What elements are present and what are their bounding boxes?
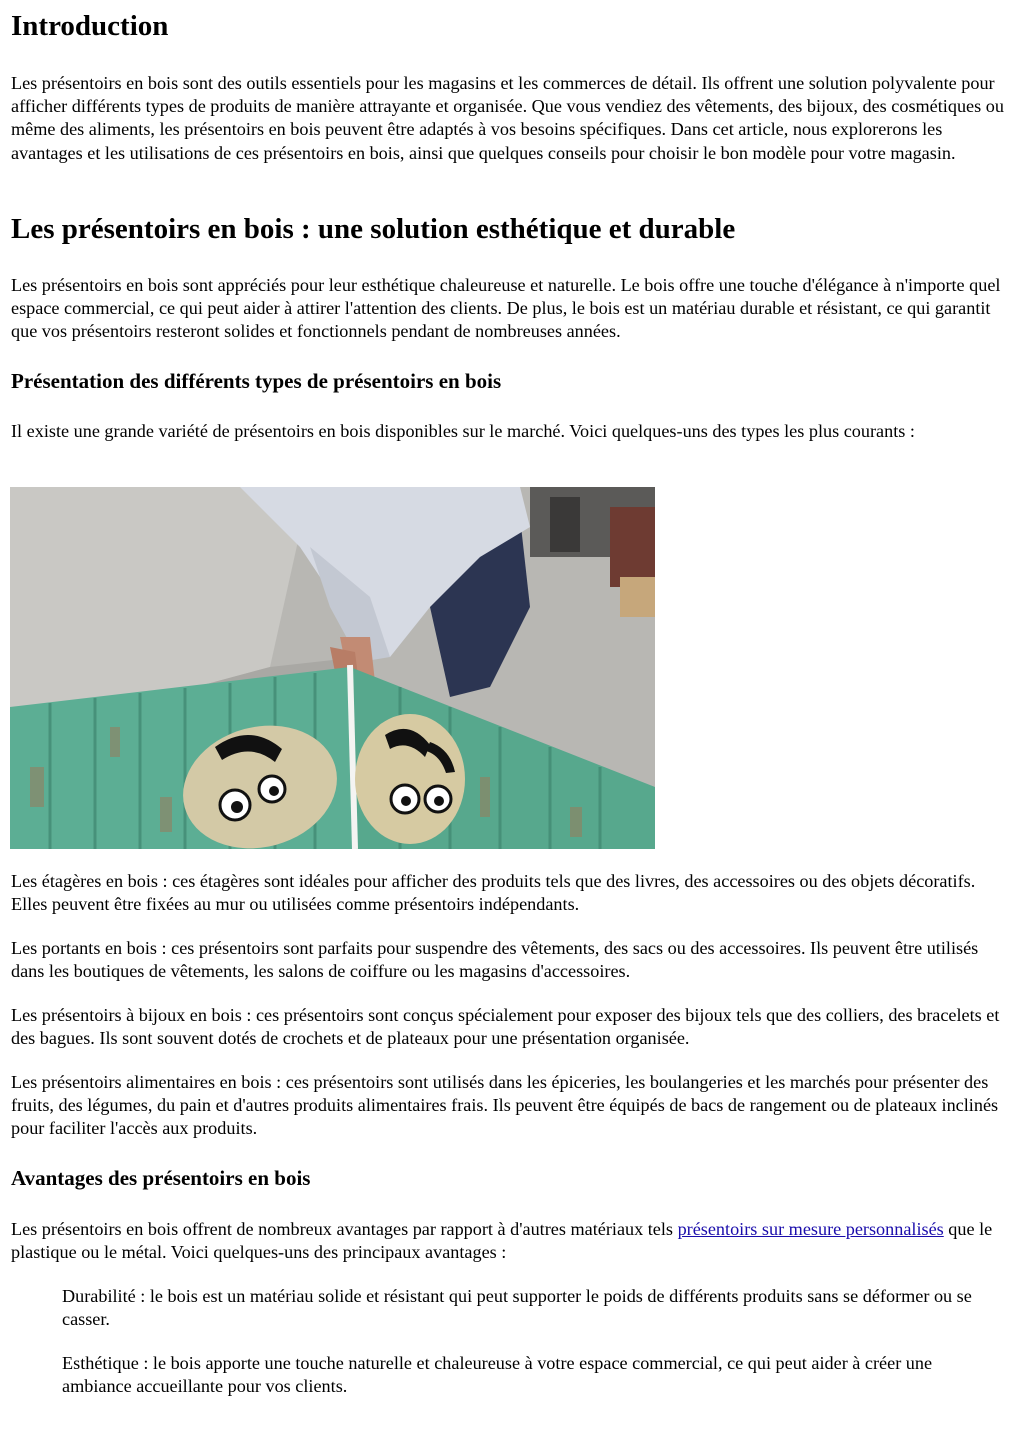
custom-displays-link[interactable]: présentoirs sur mesure personnalisés — [677, 1219, 944, 1239]
paragraph-bijoux: Les présentoirs à bijoux en bois : ces présentoirs sont conçus spécialement pour exposer des bijoux tels que des colliers, des bracelets et des bagues. Ils sont souvent dotés de crochets et de plateaux pour une présentation organisée. — [11, 1005, 1000, 1049]
heading-introduction: Introduction — [11, 10, 169, 42]
paragraph-alimentaires: Les présentoirs alimentaires en bois : ces présentoirs sont utilisés dans les épiceries, les boulangeries et les marchés pour présenter des fruits, des légumes, du pain et d'autres produits alimentaires frais. Ils peuvent être équipés de bacs de rangement ou de plateaux inclinés pour faciliter l'accès aux produits. — [11, 1072, 999, 1139]
paragraph-portants: Les portants en bois : ces présentoirs sont parfaits pour suspendre des vêtements, des sacs ou des accessoires. Ils peuvent être utilisés dans les boutiques de vêtements, les salons de coiffure ou les magasins d'accessoires. — [11, 938, 979, 982]
paragraph-avantages-text-after: que le plastique ou le métal. Voici quelques-uns des principaux avantages : — [11, 1219, 993, 1263]
paragraph-avantages-text-before: Les présentoirs en bois offrent de nombreux avantages par rapport à d'autres matériaux tels — [11, 1219, 678, 1239]
heading-types: Présentation des différents types de présentoirs en bois — [11, 369, 502, 393]
heading-avantages: Avantages des présentoirs en bois — [11, 1166, 311, 1190]
paragraph-introduction: Les présentoirs en bois sont des outils essentiels pour les magasins et les commerces de détail. Ils offrent une solution polyvalente pour afficher différents types de produits de manière attrayante et organisée. Que vous vendiez des vêtements, des bijoux, des cosmétiques ou même des aliments, les présentoirs en bois peuvent être adaptés à vos besoins spécifiques. Dans cet article, nous explorerons les avantages et les utilisations de ces présentoirs en bois, ainsi que quelques conseils pour choisir le bon modèle pour votre magasin. — [11, 73, 1004, 163]
quote-esthetique: Esthétique : le bois apporte une touche naturelle et chaleureuse à votre espace commercial, ce qui peut aider à créer une ambiance accueillante pour vos clients. — [62, 1353, 933, 1397]
display-assembly-photo — [10, 487, 655, 849]
paragraph-esthetique: Les présentoirs en bois sont appréciés pour leur esthétique chaleureuse et naturelle. Le bois offre une touche d'élégance à n'importe quel espace commercial, ce qui peut aider à attirer l'attention des clients. De plus, le bois est un matériau durable et résistant, ce qui garantit que vos présentoirs resteront solides et fonctionnels pendant de nombreuses années. — [11, 275, 1001, 342]
article-photo — [10, 487, 655, 849]
quote-durabilite: Durabilité : le bois est un matériau solide et résistant qui peut supporter le poids de différents produits sans se déformer ou se casser. — [62, 1286, 972, 1330]
paragraph-etageres: Les étagères en bois : ces étagères sont idéales pour afficher des produits tels que des livres, des accessoires ou des objets décoratifs. Elles peuvent être fixées au mur ou utilisées comme présentoirs indépendants. — [11, 871, 976, 915]
heading-esthetique-durable: Les présentoirs en bois : une solution esthétique et durable — [11, 213, 736, 245]
paragraph-avantages — [11, 1218, 1016, 1264]
paragraph-types-intro: Il existe une grande variété de présentoirs en bois disponibles sur le marché. Voici quelques-uns des types les plus courants : — [11, 421, 915, 441]
